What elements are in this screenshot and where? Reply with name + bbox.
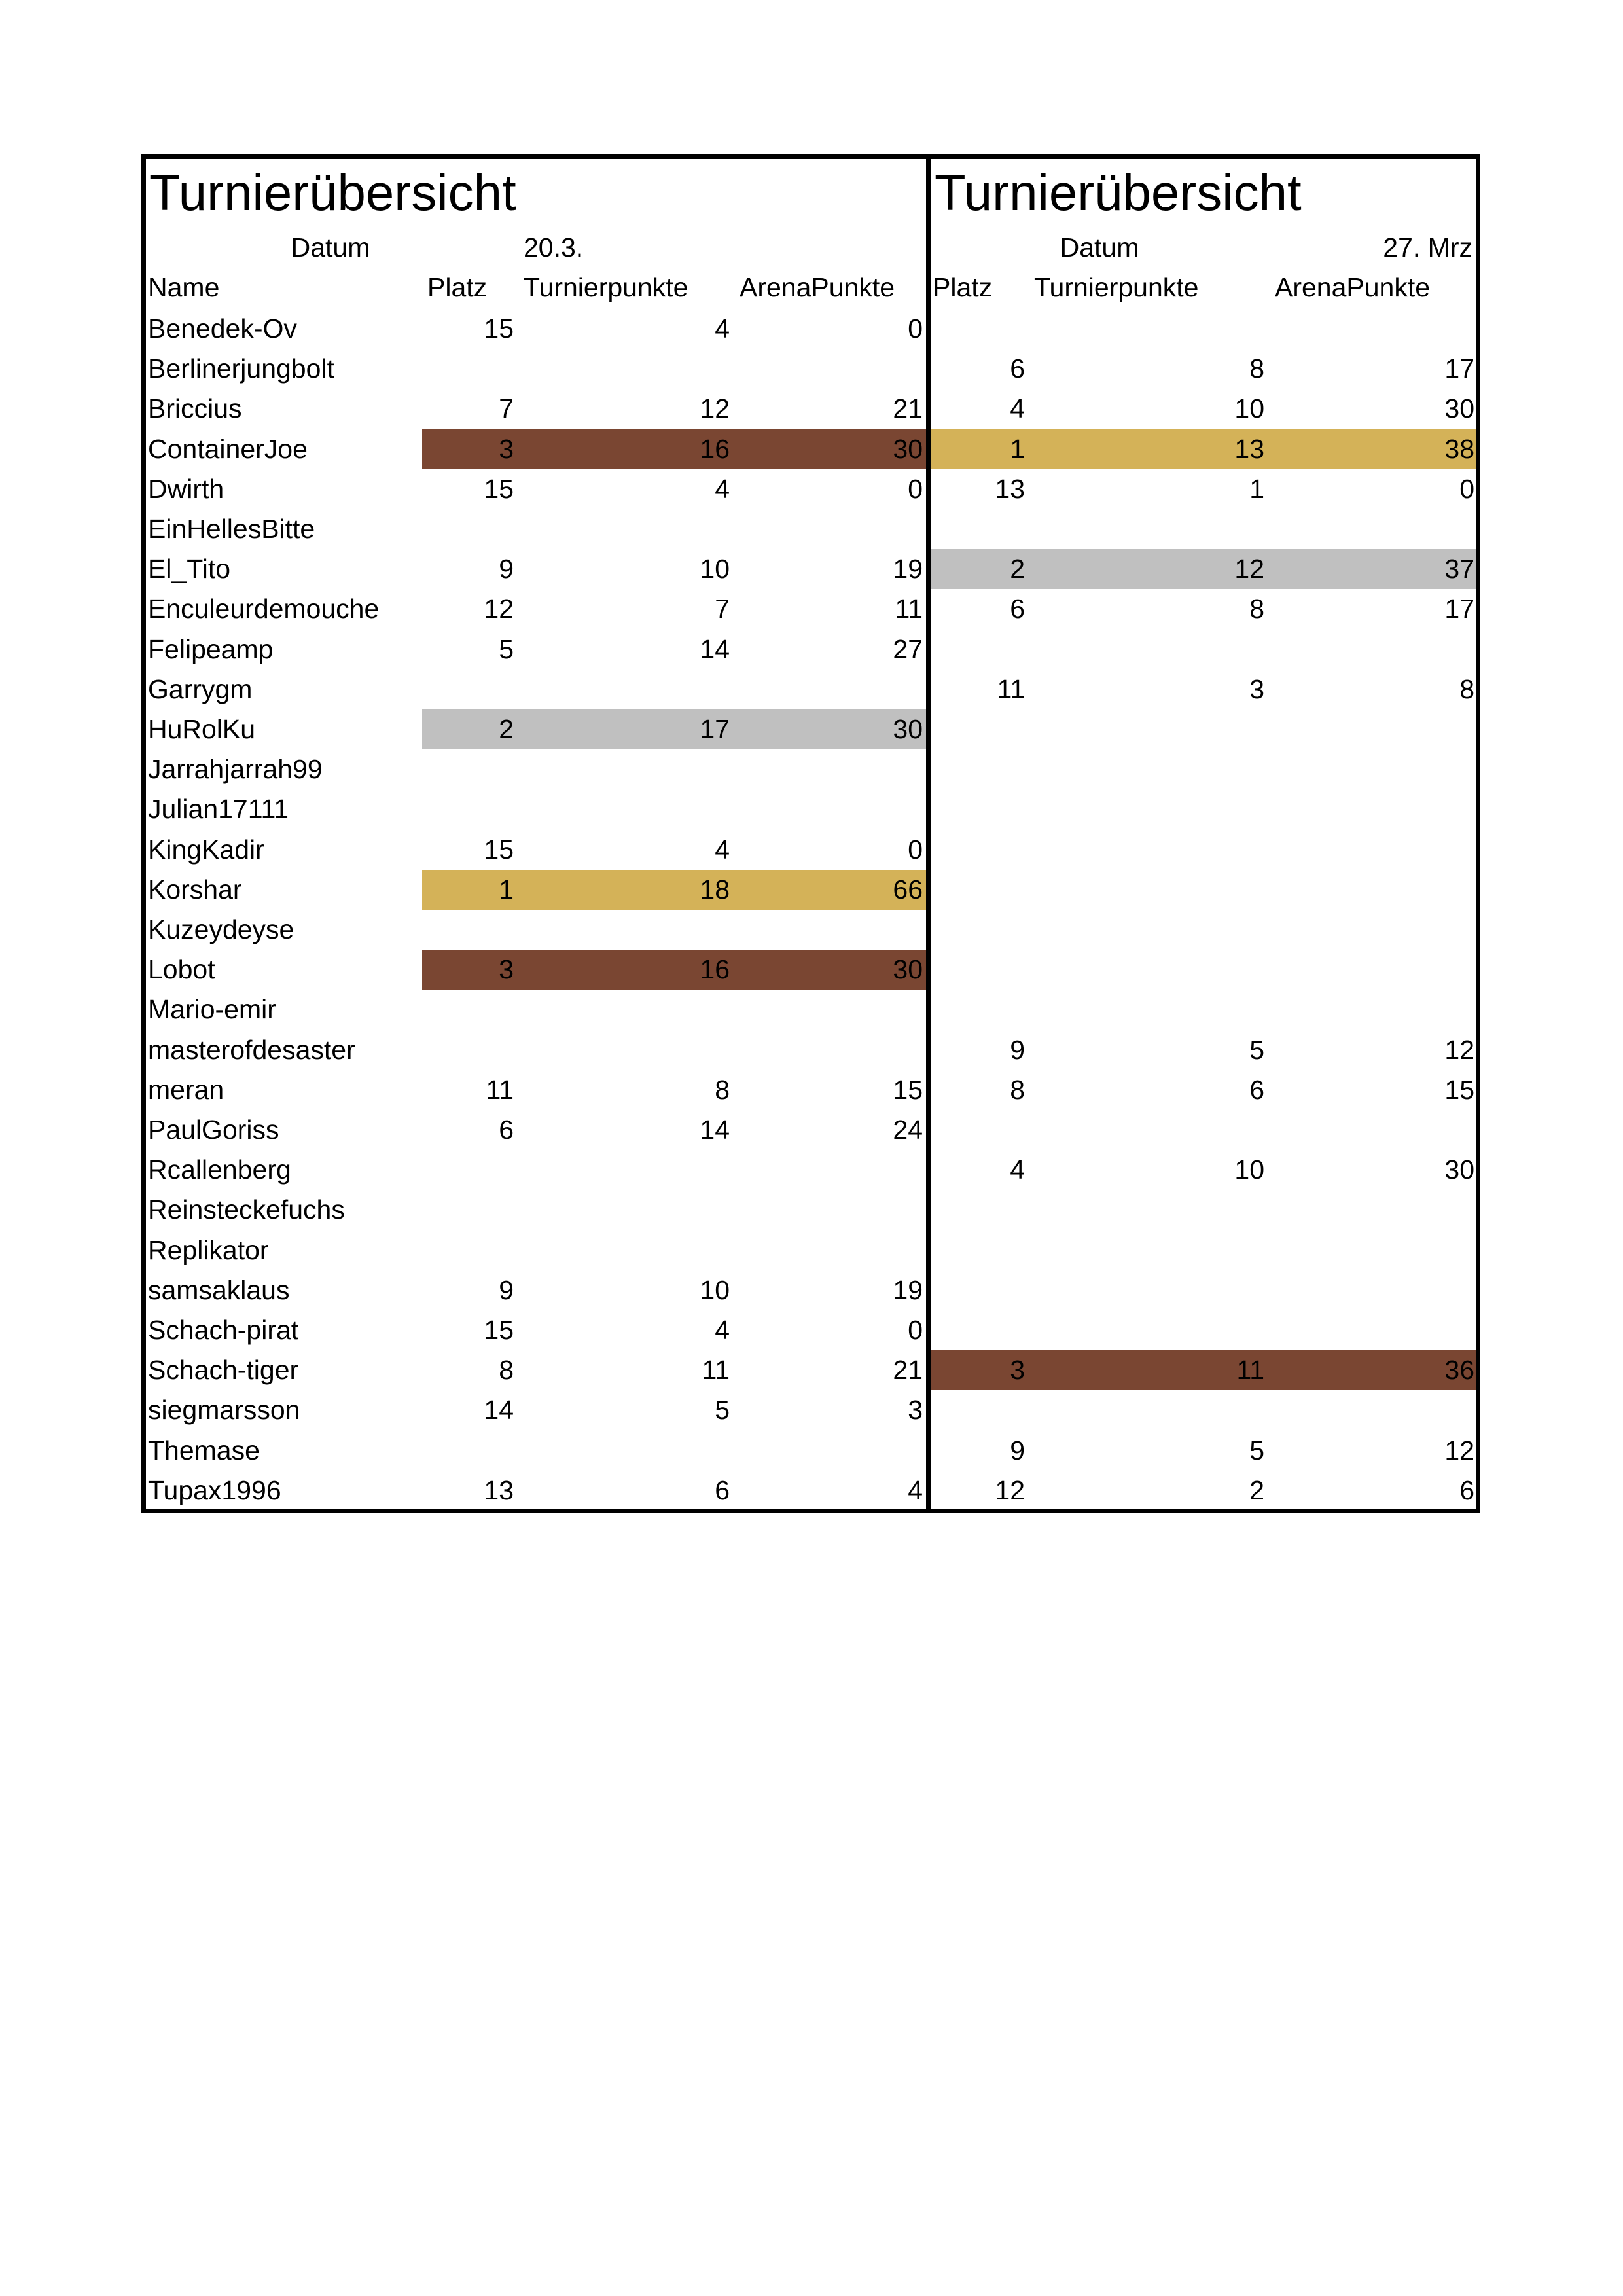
player-name: Julian17111 — [148, 794, 289, 825]
w2-arenapunkte: 17 — [1444, 353, 1474, 384]
w1-turnierpunkte: 4 — [715, 1315, 730, 1345]
w1-turnierpunkte: 14 — [700, 1115, 730, 1145]
w2-turnierpunkte: 11 — [1236, 1355, 1264, 1386]
w2-turnierpunkte: 8 — [1249, 353, 1264, 384]
table-border — [141, 154, 1480, 1513]
right-date-label: Datum — [1060, 232, 1139, 262]
w2-arenapunkte: 38 — [1444, 433, 1474, 464]
w1-turnierpunkte: 4 — [715, 314, 730, 344]
w2-turnierpunkte: 6 — [1249, 1074, 1264, 1105]
w2-platz: 13 — [995, 473, 1025, 504]
player-name: Kuzeydeyse — [148, 914, 294, 944]
right-date-value: 27. Mrz — [1383, 232, 1472, 262]
player-name: EinHellesBitte — [148, 514, 315, 544]
left-header-turnierpunkte: Turnierpunkte — [524, 272, 688, 302]
w1-platz: 11 — [486, 1074, 514, 1105]
player-name: Berlinerjungbolt — [148, 353, 334, 384]
right-title: Turnierübersicht — [935, 164, 1302, 221]
w1-platz: 15 — [484, 473, 514, 504]
w1-arenapunkte: 24 — [893, 1115, 923, 1145]
w1-platz: 13 — [484, 1475, 514, 1505]
w1-platz: 7 — [499, 393, 514, 424]
w1-turnierpunkte: 14 — [700, 634, 730, 664]
w1-turnierpunkte: 16 — [700, 433, 730, 464]
w1-turnierpunkte: 10 — [700, 1274, 730, 1305]
player-name: Garrygm — [148, 673, 253, 704]
w1-arenapunkte: 30 — [893, 954, 923, 985]
player-name: samsaklaus — [148, 1274, 290, 1305]
w1-turnierpunkte: 16 — [700, 954, 730, 985]
w1-arenapunkte: 27 — [893, 634, 923, 664]
w1-turnierpunkte: 12 — [700, 393, 730, 424]
w2-turnierpunkte: 2 — [1249, 1475, 1264, 1505]
left-header-platz: Platz — [427, 272, 488, 302]
w1-turnierpunkte: 4 — [715, 473, 730, 504]
w1-arenapunkte: 0 — [908, 473, 923, 504]
w2-turnierpunkte: 5 — [1249, 1034, 1264, 1065]
w1-turnierpunkte: 5 — [715, 1395, 730, 1426]
w2-turnierpunkte: 1 — [1249, 473, 1264, 504]
player-name: KingKadir — [148, 834, 264, 865]
player-name: Schach-pirat — [148, 1315, 299, 1345]
w2-arenapunkte: 15 — [1444, 1074, 1474, 1105]
w1-arenapunkte: 66 — [893, 874, 923, 905]
right-header-arenapunkte: ArenaPunkte — [1275, 272, 1431, 302]
w1-platz: 9 — [499, 554, 514, 584]
w1-platz: 1 — [499, 874, 514, 905]
left-date-value: 20.3. — [524, 232, 584, 262]
player-name: Rcallenberg — [148, 1155, 291, 1185]
w1-arenapunkte: 15 — [893, 1074, 923, 1105]
w2-turnierpunkte: 10 — [1234, 393, 1264, 424]
w1-platz: 15 — [484, 314, 514, 344]
player-name: Briccius — [148, 393, 242, 424]
w1-turnierpunkte: 8 — [715, 1074, 730, 1105]
header-name: Name — [148, 272, 220, 302]
w2-platz: 1 — [1010, 433, 1025, 464]
player-name: Dwirth — [148, 473, 224, 504]
w2-arenapunkte: 12 — [1444, 1435, 1474, 1465]
left-title: Turnierübersicht — [149, 164, 516, 221]
w2-arenapunkte: 30 — [1444, 393, 1474, 424]
w1-turnierpunkte: 10 — [700, 554, 730, 584]
left-date-label: Datum — [291, 232, 370, 262]
w1-platz: 8 — [499, 1355, 514, 1386]
player-name: Replikator — [148, 1234, 269, 1265]
w1-platz: 9 — [499, 1274, 514, 1305]
w1-arenapunkte: 21 — [893, 393, 923, 424]
left-header-arenapunkte: ArenaPunkte — [740, 272, 895, 302]
w1-platz: 15 — [484, 1315, 514, 1345]
player-name: Schach-tiger — [148, 1355, 299, 1386]
w1-turnierpunkte: 18 — [700, 874, 730, 905]
player-name: Jarrahjarrah99 — [148, 754, 323, 785]
w1-platz: 15 — [484, 834, 514, 865]
w2-platz: 9 — [1010, 1435, 1025, 1465]
w1-arenapunkte: 21 — [893, 1355, 923, 1386]
w2-platz: 4 — [1010, 1155, 1025, 1185]
w1-arenapunkte: 0 — [908, 314, 923, 344]
player-name: siegmarsson — [148, 1395, 300, 1426]
w1-arenapunkte: 0 — [908, 834, 923, 865]
right-header-platz: Platz — [933, 272, 993, 302]
w2-platz: 4 — [1010, 393, 1025, 424]
w1-arenapunkte: 11 — [895, 594, 923, 624]
w2-platz: 6 — [1010, 594, 1025, 624]
w2-arenapunkte: 8 — [1459, 673, 1474, 704]
w2-platz: 3 — [1010, 1355, 1025, 1386]
w1-arenapunkte: 3 — [908, 1395, 923, 1426]
w2-platz: 8 — [1010, 1074, 1025, 1105]
player-name: El_Tito — [148, 554, 231, 584]
w1-turnierpunkte: 11 — [702, 1355, 730, 1386]
w1-platz: 2 — [499, 714, 514, 744]
w2-arenapunkte: 0 — [1459, 473, 1474, 504]
w2-platz: 2 — [1010, 554, 1025, 584]
w2-platz: 6 — [1010, 353, 1025, 384]
w2-turnierpunkte: 8 — [1249, 594, 1264, 624]
w1-arenapunkte: 30 — [893, 433, 923, 464]
player-name: masterofdesaster — [148, 1034, 355, 1065]
w1-turnierpunkte: 17 — [700, 714, 730, 744]
w1-platz: 14 — [484, 1395, 514, 1426]
w1-turnierpunkte: 7 — [715, 594, 730, 624]
player-name: Lobot — [148, 954, 215, 985]
w2-arenapunkte: 37 — [1444, 554, 1474, 584]
w1-platz: 6 — [499, 1115, 514, 1145]
w2-platz: 9 — [1010, 1034, 1025, 1065]
player-name: HuRolKu — [148, 714, 256, 744]
player-name: ContainerJoe — [148, 433, 308, 464]
player-name: Felipeamp — [148, 634, 274, 664]
w1-platz: 3 — [499, 433, 514, 464]
w2-arenapunkte: 30 — [1444, 1155, 1474, 1185]
w2-turnierpunkte: 12 — [1234, 554, 1264, 584]
player-name: Benedek-Ov — [148, 314, 297, 344]
w2-arenapunkte: 36 — [1444, 1355, 1474, 1386]
w2-arenapunkte: 6 — [1459, 1475, 1474, 1505]
player-name: Themase — [148, 1435, 260, 1465]
w2-turnierpunkte: 13 — [1234, 433, 1264, 464]
w2-platz: 11 — [997, 673, 1025, 704]
w1-platz: 5 — [499, 634, 514, 664]
w1-arenapunkte: 19 — [893, 554, 923, 584]
w1-arenapunkte: 0 — [908, 1315, 923, 1345]
w2-turnierpunkte: 5 — [1249, 1435, 1264, 1465]
w1-arenapunkte: 30 — [893, 714, 923, 744]
player-name: Reinsteckefuchs — [148, 1194, 345, 1225]
w1-platz: 3 — [499, 954, 514, 985]
player-name: Enculeurdemouche — [148, 594, 380, 624]
player-name: Tupax1996 — [148, 1475, 281, 1505]
player-name: meran — [148, 1074, 224, 1105]
w2-arenapunkte: 12 — [1444, 1034, 1474, 1065]
w2-platz: 12 — [995, 1475, 1025, 1505]
w1-arenapunkte: 4 — [908, 1475, 923, 1505]
w1-turnierpunkte: 6 — [715, 1475, 730, 1505]
w2-turnierpunkte: 3 — [1249, 673, 1264, 704]
right-header-turnierpunkte: Turnierpunkte — [1034, 272, 1199, 302]
w1-platz: 12 — [484, 594, 514, 624]
w2-turnierpunkte: 10 — [1234, 1155, 1264, 1185]
player-name: Korshar — [148, 874, 242, 905]
w2-arenapunkte: 17 — [1444, 594, 1474, 624]
w1-arenapunkte: 19 — [893, 1274, 923, 1305]
w1-turnierpunkte: 4 — [715, 834, 730, 865]
player-name: PaulGoriss — [148, 1115, 279, 1145]
player-name: Mario-emir — [148, 994, 276, 1025]
